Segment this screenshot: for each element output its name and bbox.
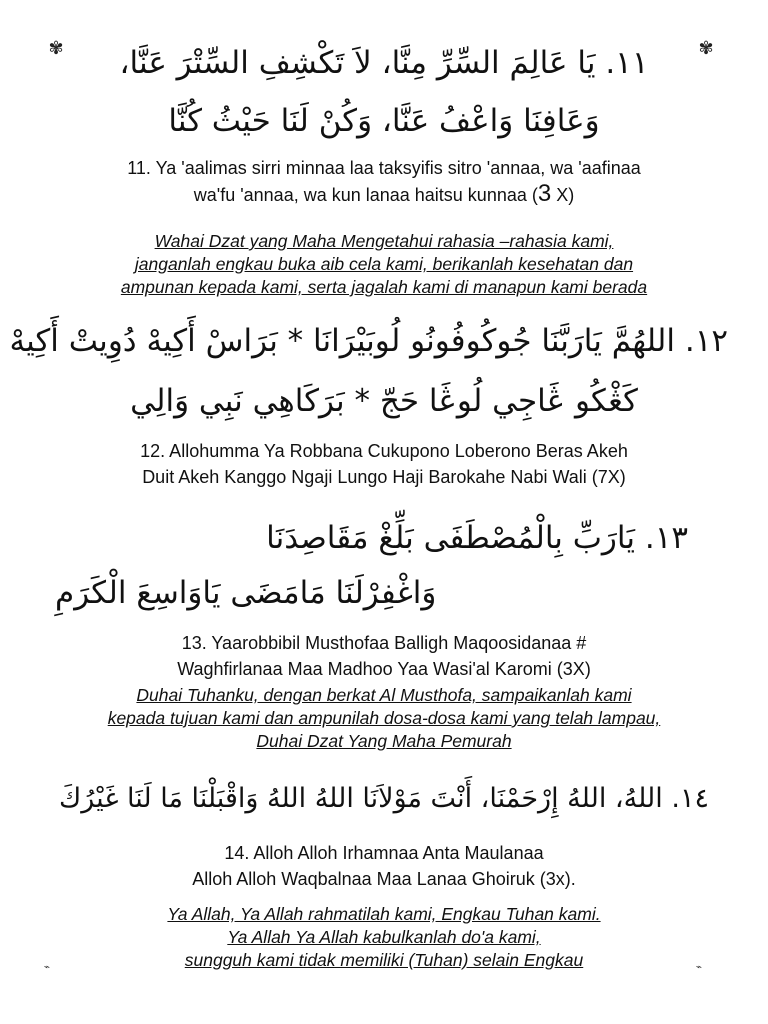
arabic-verse-12-line-1: ١٢. اللهُمَّ يَارَبَّنَا جُوكُوفُونُو لُوبَيْرَانَا * بَرَاسْ أَكِيهْ دُوِيتْ أَكِيهْ [9, 323, 728, 359]
transliteration-14 [40, 840, 728, 892]
transliteration-text: wa'fu 'annaa, wa kun lanaa haitsu kunnaa ( [193, 185, 538, 205]
transliteration-12 [40, 438, 728, 490]
arabic-verse-11-line-1: ١١. يَا عَالِمَ السِّرِّ مِنَّا، لاَ تَكْشِفِ السِّتْرَ عَنَّا، [119, 45, 649, 81]
meaning-14 [40, 903, 728, 972]
meaning-11 [40, 230, 728, 299]
transliteration-13 [40, 630, 728, 682]
meaning-line: Ya Allah, Ya Allah rahmatilah kami, Engkau Tuhan kami. [167, 904, 601, 924]
corner-mark-icon: ⌁ [44, 962, 51, 973]
arabic-verse-13-line-2: وَاغْفِرْلَنَا مَامَضَى يَاوَاسِعَ الْكَرَمِ [55, 575, 437, 611]
transliteration-line: 11. Ya 'aalimas sirri minnaa laa taksyifis sitro 'annaa, wa 'aafinaa [127, 158, 641, 178]
corner-ornament-icon: ✾ [698, 38, 714, 59]
meaning-line: Duhai Dzat Yang Maha Pemurah [256, 731, 512, 751]
meaning-line: Ya Allah Ya Allah kabulkanlah do'a kami, [227, 927, 541, 947]
transliteration-line: 12. Allohumma Ya Robbana Cukupono Loberono Beras Akeh [140, 441, 628, 461]
corner-mark-icon: ⌁ [696, 962, 703, 973]
transliteration-11 [40, 155, 728, 208]
repeat-count: 3 [537, 180, 552, 207]
arabic-verse-11-line-2: وَعَافِنَا وَاعْفُ عَنَّا، وَكُنْ لَنَا حَيْثُ كُنَّا [168, 103, 600, 139]
arabic-verse-12-line-2: كَڠْكُو ڠَاجِي لُوڠَا حَجّ * بَرَكَاهِي نَبِي وَالِي [130, 383, 638, 419]
meaning-line: Duhai Tuhanku, dengan berkat Al Musthofa, sampaikanlah kami [136, 685, 632, 705]
meaning-13 [40, 684, 728, 753]
meaning-line: sungguh kami tidak memiliki (Tuhan) selain Engkau [184, 950, 584, 970]
transliteration-line: Duit Akeh Kanggo Ngaji Lungo Haji Barokahe Nabi Wali (7X) [142, 467, 626, 487]
transliteration-line: Alloh Alloh Waqbalnaa Maa Lanaa Ghoiruk (3x). [192, 869, 576, 889]
arabic-verse-13-line-1: ١٣. يَارَبِّ بِالْمُصْطَفَى بَلِّغْ مَقَاصِدَنَا [266, 520, 688, 556]
transliteration-line [40, 181, 728, 208]
transliteration-line: 13. Yaarobbibil Musthofaa Balligh Maqoosidanaa # [181, 633, 587, 653]
meaning-line: kepada tujuan kami dan ampunilah dosa-dosa kami yang telah lampau, [107, 708, 661, 728]
transliteration-line: 14. Alloh Alloh Irhamnaa Anta Maulanaa [224, 843, 544, 863]
meaning-line: janganlah engkau buka aib cela kami, berikanlah kesehatan dan [134, 254, 634, 274]
transliteration-text: X) [551, 185, 575, 205]
arabic-verse-14: ١٤. اللهُ، اللهُ إِرْحَمْنَا، أَنْتَ مَوْلاَنَا اللهُ اللهُ وَاقْبَلْنَا مَا لَنَا غَيْرُكَ [59, 783, 709, 814]
corner-ornament-icon: ✾ [48, 38, 64, 59]
meaning-line: Wahai Dzat yang Maha Mengetahui rahasia –rahasia kami, [154, 231, 614, 251]
meaning-line: ampunan kepada kami, serta jagalah kami di manapun kami berada [120, 277, 648, 297]
transliteration-line: Waghfirlanaa Maa Madhoo Yaa Wasi'al Karomi (3X) [177, 659, 591, 679]
